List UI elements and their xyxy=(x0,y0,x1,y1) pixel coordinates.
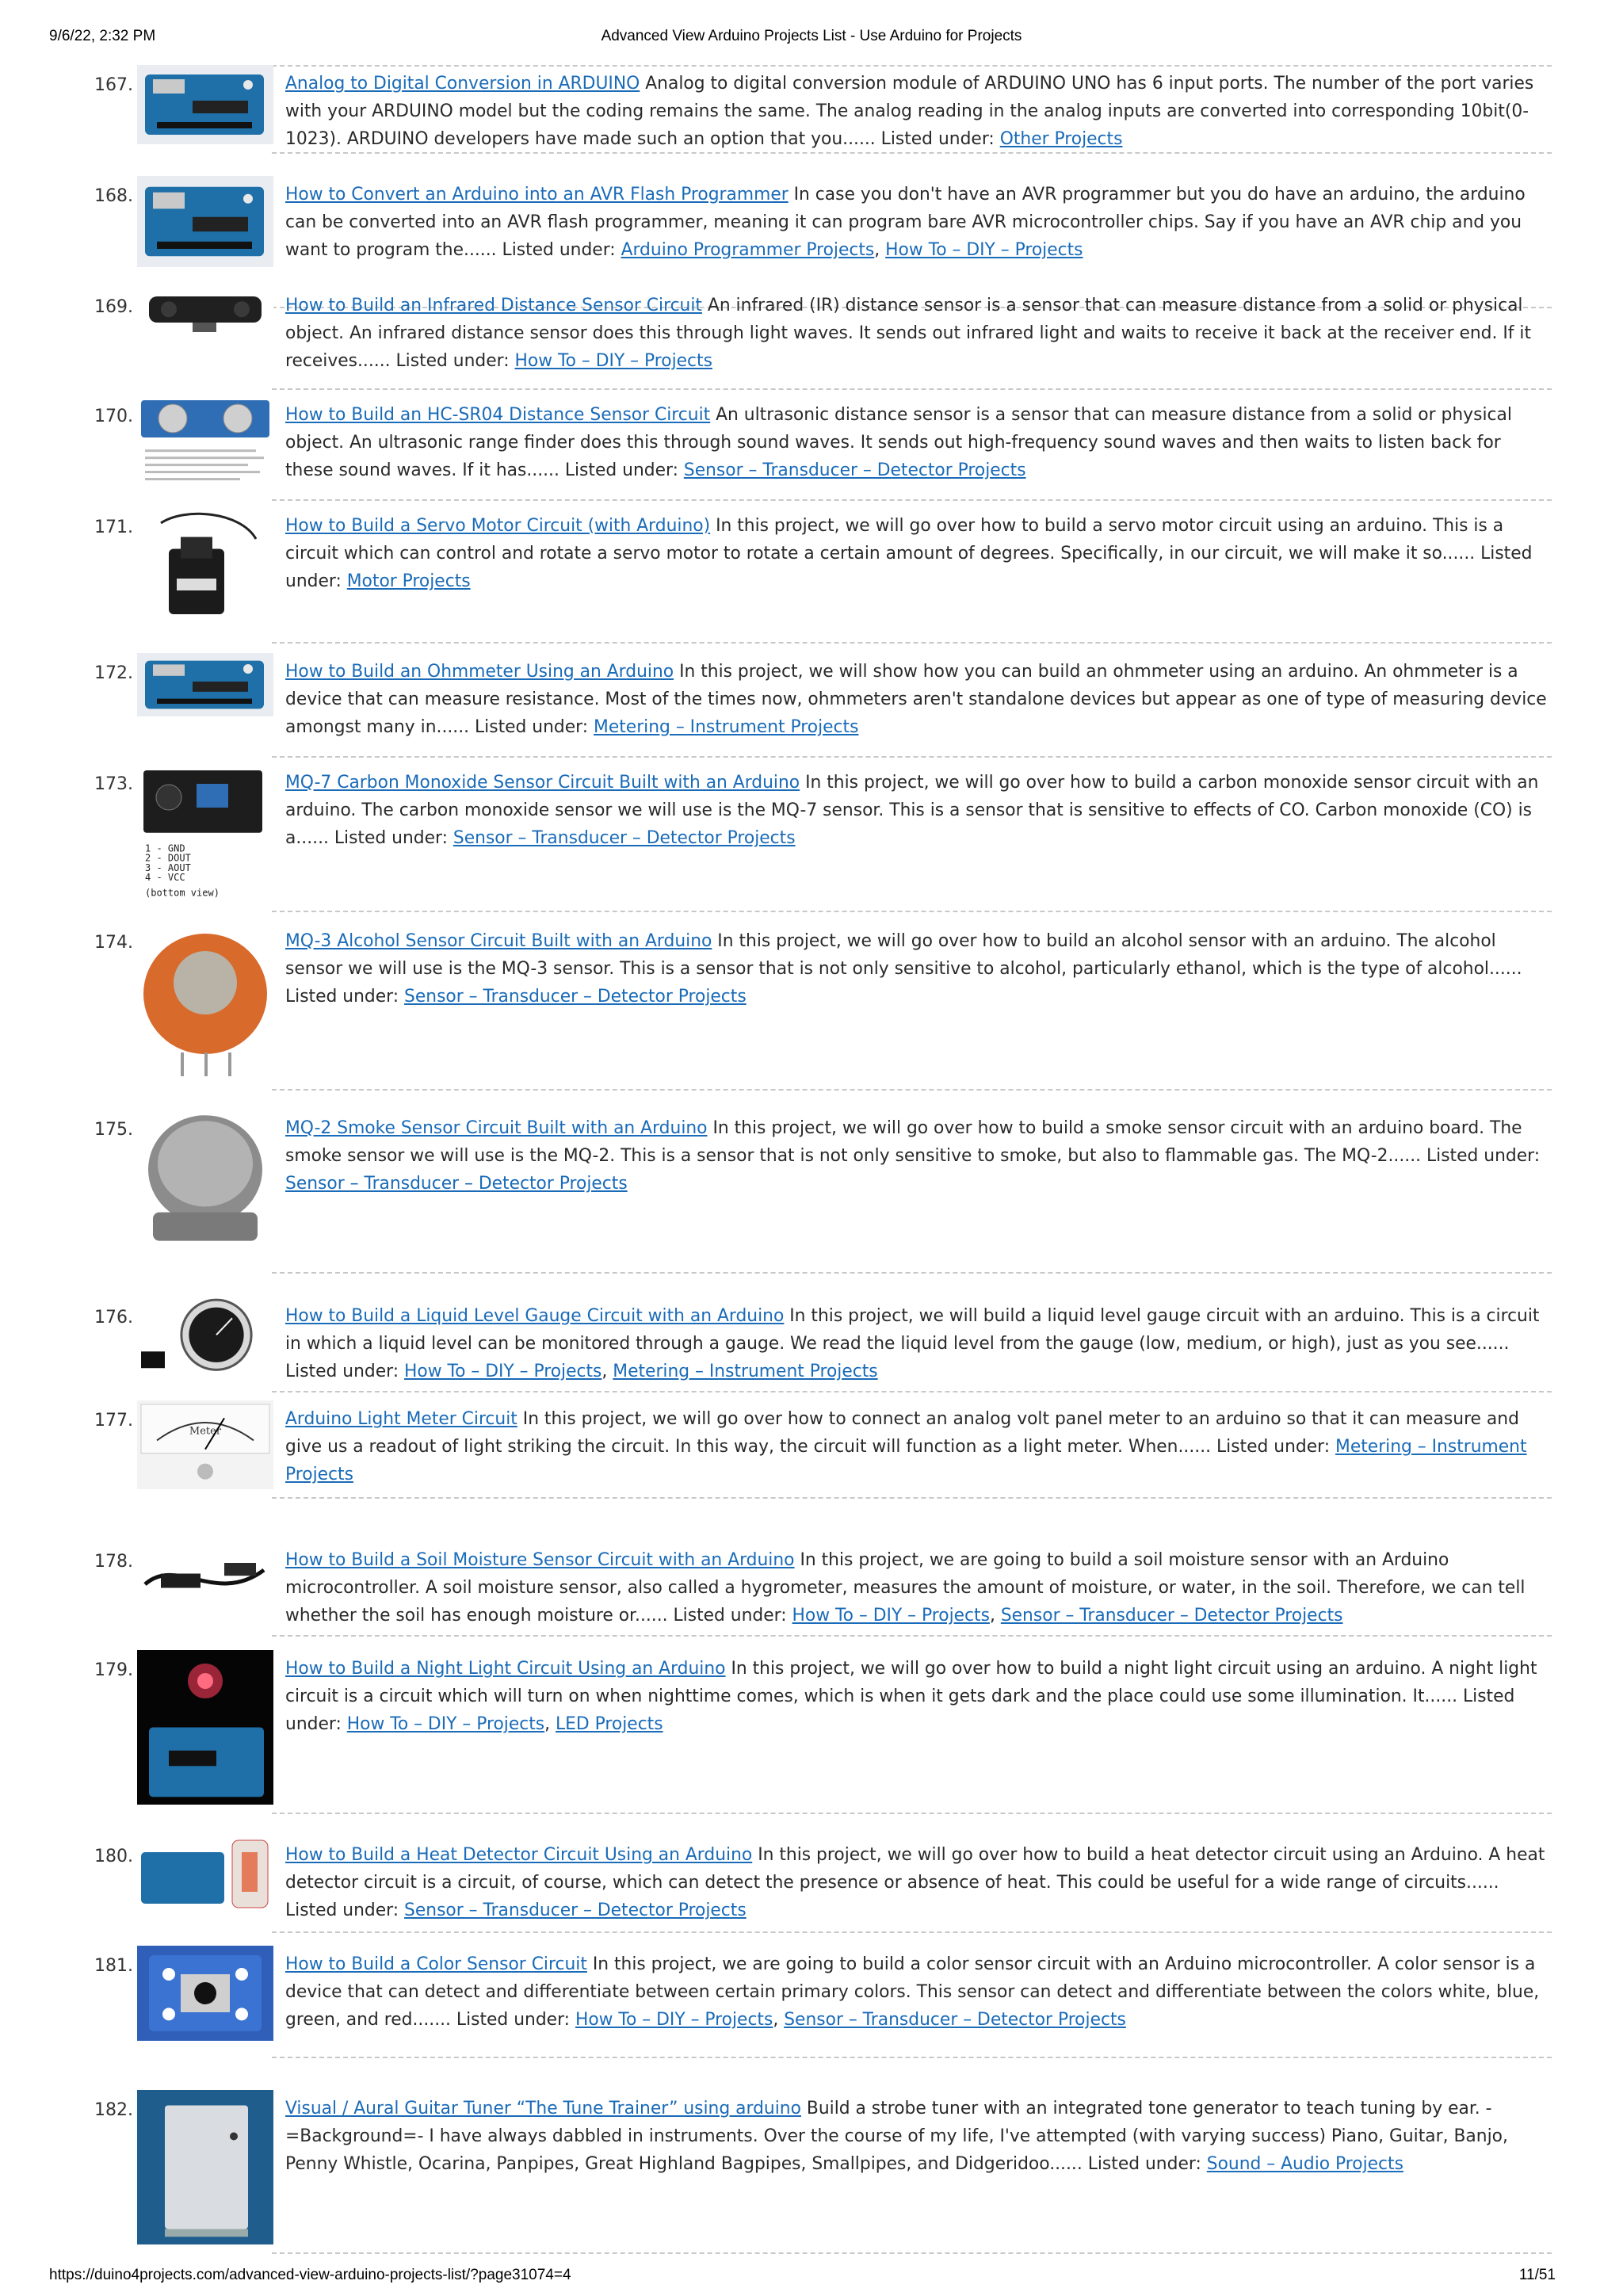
item-number: 173. xyxy=(94,774,133,794)
category-link[interactable]: How To – DIY – Projects xyxy=(885,240,1083,260)
item-number: 175. xyxy=(94,1120,133,1140)
item-number: 180. xyxy=(94,1847,133,1866)
project-title-link[interactable]: How to Build a Soil Moisture Sensor Circuit with an Arduino xyxy=(285,1550,795,1570)
project-thumbnail[interactable] xyxy=(137,1541,273,1613)
item-divider xyxy=(272,1391,1552,1392)
svg-text:1 - GND: 1 - GND xyxy=(145,842,185,854)
print-footer xyxy=(0,2263,1623,2296)
print-datetime: 9/6/22, 2:32 PM xyxy=(49,28,156,44)
list-top-divider xyxy=(272,65,1552,67)
listed-under-label: Listed under: xyxy=(1216,1437,1331,1457)
item-divider xyxy=(272,1089,1552,1091)
category-link[interactable]: Sensor – Transducer – Detector Projects xyxy=(453,828,796,848)
project-thumbnail[interactable] xyxy=(137,1110,273,1252)
item-body: How to Build a Night Light Circuit Using an Arduino In this project, we will go over how to build a night light circuit using an arduino. A night light circuit is a circuit which will turn on when nighttime comes, which is when it gets dark and the place could use some illumination. It...... Listed under: How To – DIY – Projects, LED Projects xyxy=(285,1659,1537,1734)
listed-under-label: Listed under: xyxy=(673,1606,787,1626)
project-description: Analog to digital conversion module of ARDUINO UNO has 6 input ports. The number of the port varies with your ARDUINO model but the coding remains the same. The analog reading in the analog inputs are converted into corresponding 10bit(0-1023). ARDUINO developers have made such an option that you...... xyxy=(285,74,1534,149)
listed-under-label: Listed under: xyxy=(285,1687,1515,1734)
project-description: In this project, we will go over how to build a servo motor circuit using an arduino. This is a circuit which can control and rotate a servo motor to rotate a certain amount of degrees. Specifically, in our circuit, we will make it so...... xyxy=(285,516,1504,563)
category-link[interactable]: Sensor – Transducer – Detector Projects xyxy=(404,987,747,1007)
item-divider xyxy=(272,152,1552,154)
item-number: 179. xyxy=(94,1660,133,1680)
item-divider xyxy=(272,388,1552,390)
category-link[interactable]: How To – DIY – Projects xyxy=(514,351,712,371)
item-body xyxy=(285,1841,1552,1924)
category-link[interactable]: Sensor – Transducer – Detector Projects xyxy=(784,2010,1126,2030)
item-divider xyxy=(272,1813,1552,1814)
project-description: In this project, we will go over how to connect an analog volt panel meter to an arduino so that it can measure and give us a readout of light striking the circuit. In this way, the circuit will function as a light meter. When...... xyxy=(285,1409,1519,1457)
item-body xyxy=(285,70,1552,153)
item-body xyxy=(285,1405,1552,1488)
project-title-link[interactable]: Arduino Light Meter Circuit xyxy=(285,1409,517,1429)
project-description: In this project, we will go over how to build an alcohol sensor with an arduino. The alcohol sensor we will use is the MQ-3 sensor. This is a sensor that is not only sensitive to alcohol, particularly ethanol, which is the type of alcohol...... xyxy=(285,931,1522,979)
item-body: How to Build a Soil Moisture Sensor Circuit with an Arduino In this project, we are going to build a soil moisture sensor with an Arduino microcontroller. A soil moisture sensor, also called a hygrometer, measures the amount of moisture, or water, in the soil. Therefore, we can tell whether the soil has enough moisture or...... Listed under: How To – DIY – Projects, Sensor – Transducer – Detector Projects xyxy=(285,1550,1526,1626)
category-link[interactable]: How To – DIY – Projects xyxy=(346,1714,545,1734)
listed-under-label: Listed under: xyxy=(285,544,1533,591)
item-number: 171. xyxy=(94,518,133,537)
item-number: 178. xyxy=(94,1552,133,1572)
item-divider xyxy=(272,756,1552,758)
category-link[interactable]: Arduino Programmer Projects xyxy=(621,240,875,260)
item-body xyxy=(285,927,1552,1010)
svg-text:(bottom view): (bottom view) xyxy=(145,887,220,899)
item-body xyxy=(285,292,1552,375)
item-body: How to Convert an Arduino into an AVR Flash Programmer In case you don't have an AVR programmer but you do have an arduino, the arduino can be converted into an AVR flash programmer, meaning it can program bare AVR microcontroller chips. Say if you have an AVR chip and you want to program the...... Listed under: Arduino Programmer Projects, How To – DIY – Projects xyxy=(285,185,1526,260)
category-link[interactable]: How To – DIY – Projects xyxy=(404,1362,602,1381)
item-divider xyxy=(272,1272,1552,1274)
project-thumbnail[interactable] xyxy=(137,65,273,144)
print-page-title: Advanced View Arduino Projects List - Use Arduino for Projects xyxy=(601,28,1022,44)
project-thumbnail[interactable] xyxy=(137,2090,273,2244)
project-description: In this project, we are going to build a soil moisture sensor with an Arduino microcontroller. A soil moisture sensor, also called a hygrometer, measures the amount of moisture, or water, in the soil. Therefore, we can tell whether the soil has enough moisture or...... xyxy=(285,1550,1526,1626)
category-link[interactable]: LED Projects xyxy=(556,1714,663,1734)
item-number: 169. xyxy=(94,297,133,317)
project-title-link[interactable]: How to Build a Liquid Level Gauge Circuit with an Arduino xyxy=(285,1306,785,1326)
project-description: In this project, we will build a liquid level gauge circuit with an arduino. This is a circuit in which a liquid level can be monitored through a gauge. We read the liquid level from the gauge (low, medium, or high), just as you see...... xyxy=(285,1306,1540,1354)
project-title-link[interactable]: How to Build a Color Sensor Circuit xyxy=(285,1954,587,1974)
category-link[interactable]: Motor Projects xyxy=(346,571,471,591)
project-description: Build a strobe tuner with an integrated tone generator to teach tuning by ear. -=Background=- I have always dabbled in instruments. Over the course of my life, I've attempted (with varying success) Piano, Guitar, Banjo, Penny Whistle, Ocarina, Panpipes, Great Highland Bagpipes, Smallpipes, and Didgeridoo...... xyxy=(285,2099,1508,2174)
svg-text:4 - VCC: 4 - VCC xyxy=(145,872,185,883)
svg-text:2 - DOUT: 2 - DOUT xyxy=(145,852,191,864)
listed-under-label: Listed under: xyxy=(502,240,616,260)
project-thumbnail[interactable] xyxy=(137,923,273,1081)
item-number: 182. xyxy=(94,2100,133,2120)
item-number: 167. xyxy=(94,75,133,95)
category-link[interactable]: Metering – Instrument Projects xyxy=(594,717,859,737)
item-body xyxy=(285,512,1552,595)
item-number: 181. xyxy=(94,1956,133,1976)
item-body: How to Build a Liquid Level Gauge Circuit with an Arduino In this project, we will build a liquid level gauge circuit with an arduino. This is a circuit in which a liquid level can be monitored through a gauge. We read the liquid level from the gauge (low, medium, or high), just as you see...... Listed under: How To – DIY – Projects, Metering – Instrument Projects xyxy=(285,1306,1540,1381)
listed-under-label: Listed under: xyxy=(395,351,510,371)
project-description: In this project, we will go over how to build a heat detector circuit using an Arduino. A heat detector circuit is a circuit, of course, which can detect the presence or absence of heat. This could be useful for a wide range of circuits...... xyxy=(285,1845,1545,1893)
item-body xyxy=(285,401,1552,484)
project-description: An infrared (IR) distance sensor is a sensor that can measure distance from a solid or physical object. An infrared distance sensor does this through light waves. It sends out infrared light and waits to receive it back at the receiver end. If it receives...... xyxy=(285,296,1532,371)
listed-under-label: Listed under: xyxy=(334,828,448,848)
project-description: An ultrasonic distance sensor is a sensor that can measure distance from a solid or physical object. An ultrasonic range finder does this through sound waves. It sends out high-frequency sound waves and then waits to listen back for these sound waves. If it has...... xyxy=(285,405,1512,480)
item-divider xyxy=(272,499,1552,501)
project-thumbnail[interactable] xyxy=(137,653,273,716)
item-number: 170. xyxy=(94,407,133,426)
project-title-link[interactable]: MQ-3 Alcohol Sensor Circuit Built with an Arduino xyxy=(285,931,712,951)
item-body xyxy=(285,2095,1552,2178)
item-number: 174. xyxy=(94,933,133,953)
listed-under-label: Listed under: xyxy=(456,2010,570,2030)
item-number: 177. xyxy=(94,1411,133,1431)
item-body xyxy=(285,658,1552,741)
item-divider xyxy=(272,2057,1552,2058)
item-number: 172. xyxy=(94,663,133,683)
project-thumbnail[interactable] xyxy=(137,1946,273,2041)
listed-under-label: Listed under: xyxy=(285,987,399,1007)
category-link[interactable]: Sensor – Transducer – Detector Projects xyxy=(683,460,1026,480)
listed-under-label: Listed under: xyxy=(475,717,589,737)
project-description: In this project, we will go over how to build a carbon monoxide sensor circuit with an arduino. The carbon monoxide sensor we will use is the MQ-7 sensor. This is a sensor that is sensitive to effects of CO. Carbon monoxide (CO) is a...... xyxy=(285,773,1539,848)
item-divider xyxy=(272,911,1552,912)
project-description: In this project, we are going to build a color sensor circuit with an Arduino microcontroller. A color sensor is a device that can detect and differentiate between certain primary colors. This sensor can detect and differentiate between the colors white, blue, green, and red....... xyxy=(285,1954,1540,2030)
item-body xyxy=(285,1114,1552,1198)
listed-under-label: Listed under: xyxy=(1426,1146,1541,1166)
project-title-link[interactable]: How to Build a Heat Detector Circuit Using an Arduino xyxy=(285,1845,753,1865)
project-thumbnail[interactable] xyxy=(137,764,273,903)
item-number: 176. xyxy=(94,1308,133,1328)
project-description: In case you don't have an AVR programmer but you do have an arduino, the arduino can be converted into an AVR flash programmer, meaning it can program bare AVR microcontroller chips. Say if you have an AVR chip and you want to program the...... xyxy=(285,185,1526,260)
project-title-link[interactable]: How to Build a Servo Motor Circuit (with Arduino) xyxy=(285,516,711,536)
project-title-link[interactable]: MQ-2 Smoke Sensor Circuit Built with an Arduino xyxy=(285,1118,708,1138)
project-thumbnail[interactable] xyxy=(137,287,273,334)
project-thumbnail[interactable] xyxy=(137,1297,273,1381)
category-link[interactable]: Sensor – Transducer – Detector Projects xyxy=(404,1901,747,1920)
category-link[interactable]: Sensor – Transducer – Detector Projects xyxy=(285,1174,628,1194)
listed-under-label: Listed under: xyxy=(880,129,995,149)
project-title-link[interactable]: How to Build an Infrared Distance Sensor Circuit xyxy=(285,296,702,315)
project-thumbnail[interactable] xyxy=(137,1836,273,1916)
listed-under-label: Listed under: xyxy=(285,1362,399,1381)
category-link[interactable]: Metering – Instrument Projects xyxy=(285,1437,1527,1484)
project-thumbnail[interactable] xyxy=(137,396,273,485)
project-title-link[interactable]: How to Build a Night Light Circuit Using an Arduino xyxy=(285,1659,726,1679)
project-title-link[interactable]: MQ-7 Carbon Monoxide Sensor Circuit Built with an Arduino xyxy=(285,773,800,793)
svg-text:3 - AOUT: 3 - AOUT xyxy=(145,861,191,873)
item-divider xyxy=(272,642,1552,644)
item-body xyxy=(285,769,1552,852)
project-thumbnail[interactable] xyxy=(137,1650,273,1805)
item-divider xyxy=(272,2252,1552,2254)
category-link[interactable]: Metering – Instrument Projects xyxy=(613,1362,878,1381)
project-thumbnail[interactable] xyxy=(137,1400,273,1489)
item-divider xyxy=(272,1497,1552,1499)
project-title-link[interactable]: Analog to Digital Conversion in ARDUINO xyxy=(285,74,640,94)
print-url: https://duino4projects.com/advanced-view-arduino-projects-list/?page31074=4 xyxy=(49,2267,571,2283)
item-body: How to Build a Color Sensor Circuit In this project, we are going to build a color sensor circuit with an Arduino microcontroller. A color sensor is a device that can detect and differentiate between certain primary colors. This sensor can detect and differentiate between the colors white, blue, green, and red....... Listed under: How To – DIY – Projects, Sensor – Transducer – Detector Projects xyxy=(285,1954,1540,2030)
item-divider xyxy=(272,1635,1552,1637)
item-number: 168. xyxy=(94,186,133,206)
project-title-link[interactable]: How to Build an HC-SR04 Distance Sensor Circuit xyxy=(285,405,711,425)
category-link[interactable]: How To – DIY – Projects xyxy=(575,2010,773,2030)
project-description: In this project, we will show how you can build an ohmmeter using an arduino. An ohmmeter is a device that can measure resistance. Most of the times now, ohmmeters aren't standalone devices but appear as one of type of measuring device amongst many in...... xyxy=(285,662,1547,737)
listed-under-label: Listed under: xyxy=(1087,2154,1201,2174)
listed-under-label: Listed under: xyxy=(285,1901,399,1920)
project-description: In this project, we will go over how to build a smoke sensor circuit with an arduino board. The smoke sensor we will use is the MQ-2. This is a sensor that is not only sensitive to smoke, but also to flammable gas. The MQ-2...... xyxy=(285,1118,1522,1166)
project-title-link[interactable]: How to Convert an Arduino into an AVR Flash Programmer xyxy=(285,185,789,204)
project-thumbnail[interactable] xyxy=(137,507,273,626)
item-divider xyxy=(272,1931,1552,1933)
project-thumbnail[interactable] xyxy=(137,176,273,267)
listed-under-label: Listed under: xyxy=(564,460,678,480)
print-header xyxy=(0,0,1623,48)
category-link[interactable]: Sensor – Transducer – Detector Projects xyxy=(1000,1606,1343,1626)
project-title-link[interactable]: How to Build an Ohmmeter Using an Arduino xyxy=(285,662,674,682)
project-title-link[interactable]: Visual / Aural Guitar Tuner “The Tune Trainer” using arduino xyxy=(285,2099,801,2118)
category-link[interactable]: Sound – Audio Projects xyxy=(1206,2154,1403,2174)
svg-text:Meter: Meter xyxy=(189,1425,222,1438)
category-link[interactable]: Other Projects xyxy=(999,129,1123,149)
category-link[interactable]: How To – DIY – Projects xyxy=(792,1606,990,1626)
print-page-number: 11/51 xyxy=(1518,2267,1556,2283)
project-description: In this project, we will go over how to build a night light circuit using an arduino. A night light circuit is a circuit which will turn on when nighttime comes, which is when it gets dark and the place could use some illumination. It...... xyxy=(285,1659,1537,1706)
